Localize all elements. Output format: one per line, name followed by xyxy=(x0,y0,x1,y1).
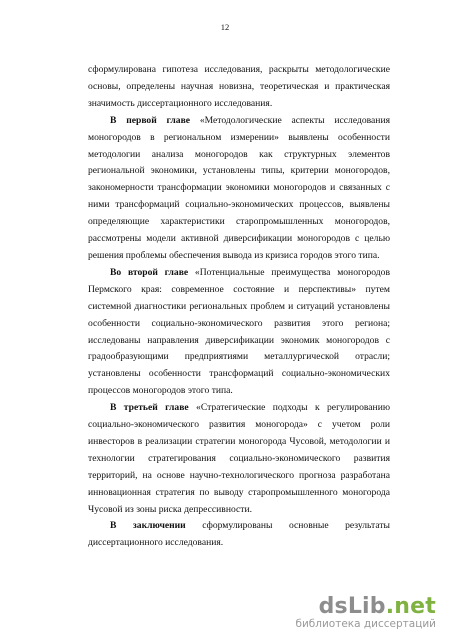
watermark-logo-main: dsLib xyxy=(318,594,386,619)
paragraph-text: сформулирована гипотеза исследования, раскрыты методологические основы, определены научная новизна, теоретическая и практическая значимость диссертационного исследования. xyxy=(88,64,390,109)
paragraph-lead: В первой главе xyxy=(110,114,191,126)
paragraph-lead: В третьей главе xyxy=(110,402,189,414)
paragraph-chapter-3 xyxy=(88,400,390,518)
paragraph-conclusion xyxy=(88,518,390,552)
watermark-logo xyxy=(295,596,436,618)
page-number: 12 xyxy=(220,22,230,32)
paragraph-chapter-2 xyxy=(88,265,390,400)
paragraph-lead: В заключении xyxy=(110,520,186,532)
paragraph-text: «Стратегические подходы к регулированию социально-экономического развития моногорода» с учетом роли инвесторов в реализации стратегии моногорода Чусовой, методологии и технологии стратегирования социально-экономического развития территорий, на основе научно-технологического прогноза разработана инновационная стратегия по выводу старопромышленного моногорода Чусовой из зоны риска депрессивности. xyxy=(88,402,390,515)
paragraph-text: «Методологические аспекты исследования моногородов в региональном измерении» выявлены особенности методологии анализа моногородов как структурных элементов региональной экономики, установлены типы, критерии моногородов, закономерности трансформации экономики моногородов и связанных с ними трансформаций социально-экономических процессов, выявлены определяющие характеристики старопромышленных моногородов, рассмотрены модели активной диверсификации моногородов с целью решения проблемы обеспечения вывода из кризиса городов этого типа. xyxy=(88,114,390,261)
watermark-logo-tld: .net xyxy=(385,594,436,619)
watermark-subtitle: библиотека диссертаций xyxy=(295,618,436,630)
paragraph-intro-continued xyxy=(88,62,390,113)
paragraph-text: «Потенциальные преимущества моногородов Пермского края: современное состояние и перспективы» путем системной диагностики региональных проблем и ситуаций установлены особенности социально-экономического развития этого региона; исследованы направления диверсификации экономик моногородов с градообразующими предприятиями металлургической отрасли; установлены особенности трансформаций социально-экономических процессов моногородов этого типа. xyxy=(88,266,391,397)
paragraph-lead: Во второй главе xyxy=(110,266,189,278)
watermark xyxy=(295,596,436,630)
paragraph-chapter-1 xyxy=(88,113,390,265)
document-body xyxy=(88,62,390,552)
paragraph-text: сформулированы основные результаты диссертационного исследования. xyxy=(88,520,390,549)
